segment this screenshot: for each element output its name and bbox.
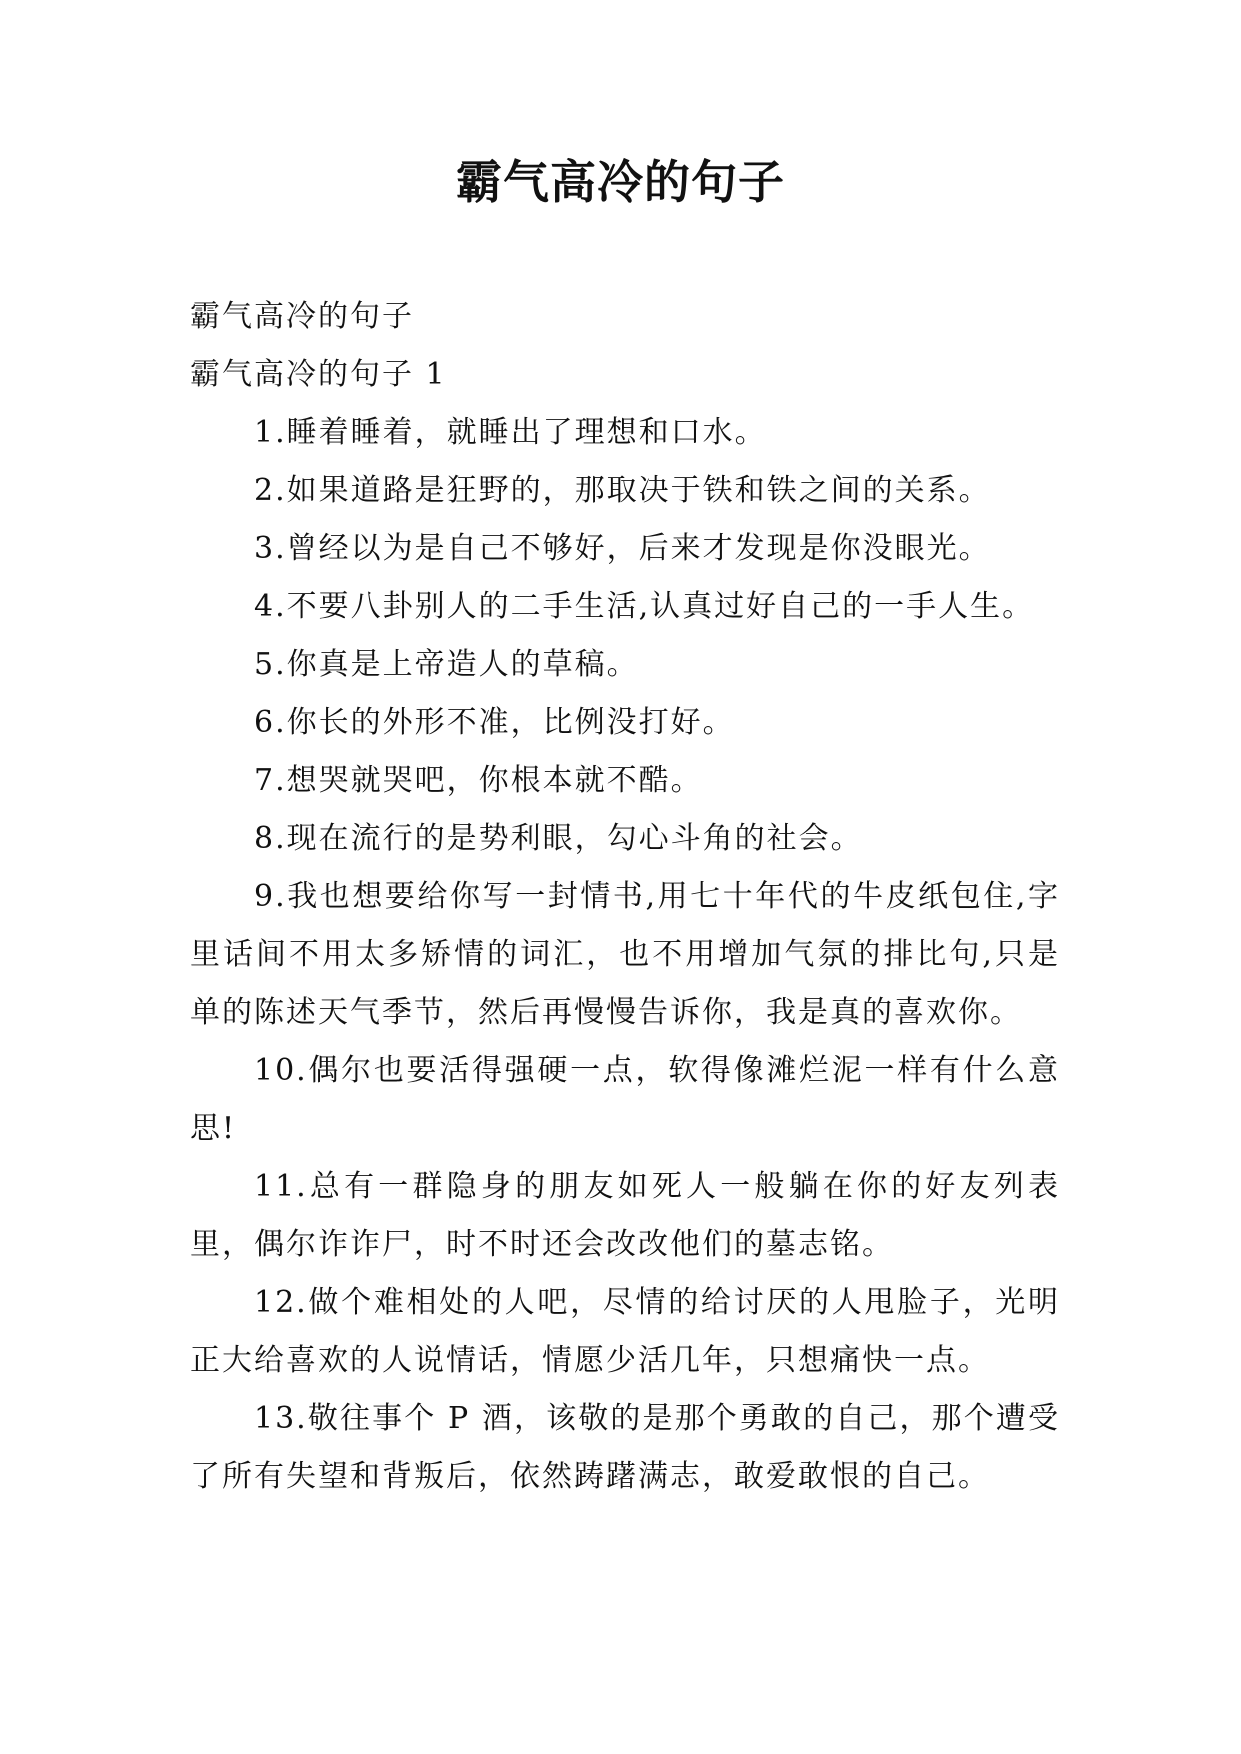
list-item: 12.做个难相处的人吧，尽情的给讨厌的人甩脸子，光明正大给喜欢的人说情话，情愿少活几年，只想痛快一点。 <box>190 1285 1060 1378</box>
list-item: 10.偶尔也要活得强硬一点，软得像滩烂泥一样有什么意思! <box>190 1053 1060 1146</box>
list-item: 2.如果道路是狂野的，那取决于铁和铁之间的关系。 <box>254 473 991 508</box>
document-title: 霸气高冷的句子 <box>456 155 785 209</box>
list-item: 9.我也想要给你写一封情书,用七十年代的牛皮纸包住,字里话间不用太多矫情的词汇，也不用增加气氛的排比句,只是单的陈述天气季节，然后再慢慢告诉你，我是真的喜欢你。 <box>190 879 1060 1030</box>
list-item: 13.敬往事个 P 酒，该敬的是那个勇敢的自己，那个遭受了所有失望和背叛后，依然踌躇满志，敢爱敢恨的自己。 <box>190 1401 1060 1494</box>
document-subtitle: 霸气高冷的句子 <box>190 299 414 334</box>
list-item: 11.总有一群隐身的朋友如死人一般躺在你的好友列表里，偶尔诈诈尸，时不时还会改改他们的墓志铭。 <box>190 1169 1060 1262</box>
section-heading: 霸气高冷的句子 1 <box>190 357 447 392</box>
document-body <box>190 288 1060 1506</box>
list-item: 7.想哭就哭吧，你根本就不酷。 <box>254 763 703 798</box>
list-item: 3.曾经以为是自己不够好，后来才发现是你没眼光。 <box>254 531 991 566</box>
list-item: 8.现在流行的是势利眼，勾心斗角的社会。 <box>254 821 863 856</box>
list-item: 1.睡着睡着，就睡出了理想和口水。 <box>254 415 767 450</box>
list-item: 5.你真是上帝造人的草稿。 <box>254 647 639 682</box>
list-item: 6.你长的外形不准，比例没打好。 <box>254 705 735 740</box>
list-item: 4.不要八卦别人的二手生活,认真过好自己的一手人生。 <box>254 589 1035 624</box>
